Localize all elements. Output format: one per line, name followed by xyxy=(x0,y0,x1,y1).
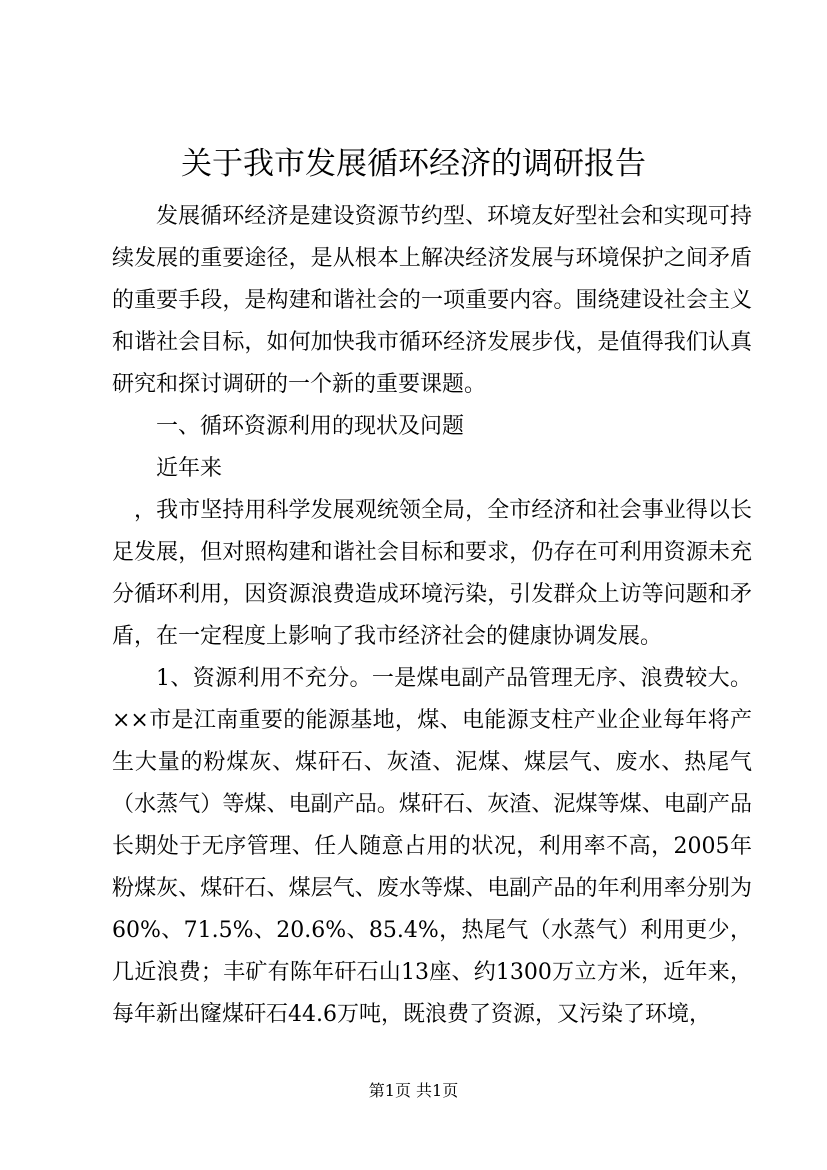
paragraph-resource-use: 1、资源利用不充分。一是煤电副产品管理无序、浪费较大。××市是江南重要的能源基地，煤、电能源支柱产业企业每年将产生大量的粉煤灰、煤矸石、灰渣、泥煤、煤层气、废水、热尾气（水蒸气）等煤、电副产品。煤矸石、灰渣、泥煤等煤、电副产品长期处于无序管理、任人随意占用的状况，利用率不高，2005年粉煤灰、煤矸石、煤层气、废水等煤、电副产品的年利用率分别为60%、71.5%、20.6%、85.4%，热尾气（水蒸气）利用更少，几近浪费；丰矿有陈年矸石山13座、约1300万立方米，近年来，每年新出窿煤矸石44.6万吨，既浪费了资源，又污染了环境， xyxy=(112,666,752,1027)
page-footer: 第1页 共1页 xyxy=(368,1081,459,1100)
document-title: 关于我市发展循环经济的调研报告 xyxy=(181,146,646,182)
document-body xyxy=(112,196,752,1036)
paragraph-intro: 发展循环经济是建设资源节约型、环境友好型社会和实现可持续发展的重要途径，是从根本上解决经济发展与环境保护之间矛盾的重要手段，是构建和谐社会的一项重要内容。围绕建设社会主义和谐社会目标，如何加快我市循环经济发展步伐，是值得我们认真研究和探讨调研的一个新的重要课题。 xyxy=(112,204,752,397)
paragraph-situation: ，我市坚持用科学发展观统领全局，全市经济和社会事业得以长足发展，但对照构建和谐社会目标和要求，仍存在可利用资源未充分循环利用，因资源浪费造成环境污染，引发群众上访等问题和矛盾，在一定程度上影响了我市经济社会的健康协调发展。 xyxy=(112,498,752,649)
paragraph-recent-years: 近年来 xyxy=(156,456,223,481)
section-heading: 一、循环资源利用的现状及问题 xyxy=(156,414,465,439)
